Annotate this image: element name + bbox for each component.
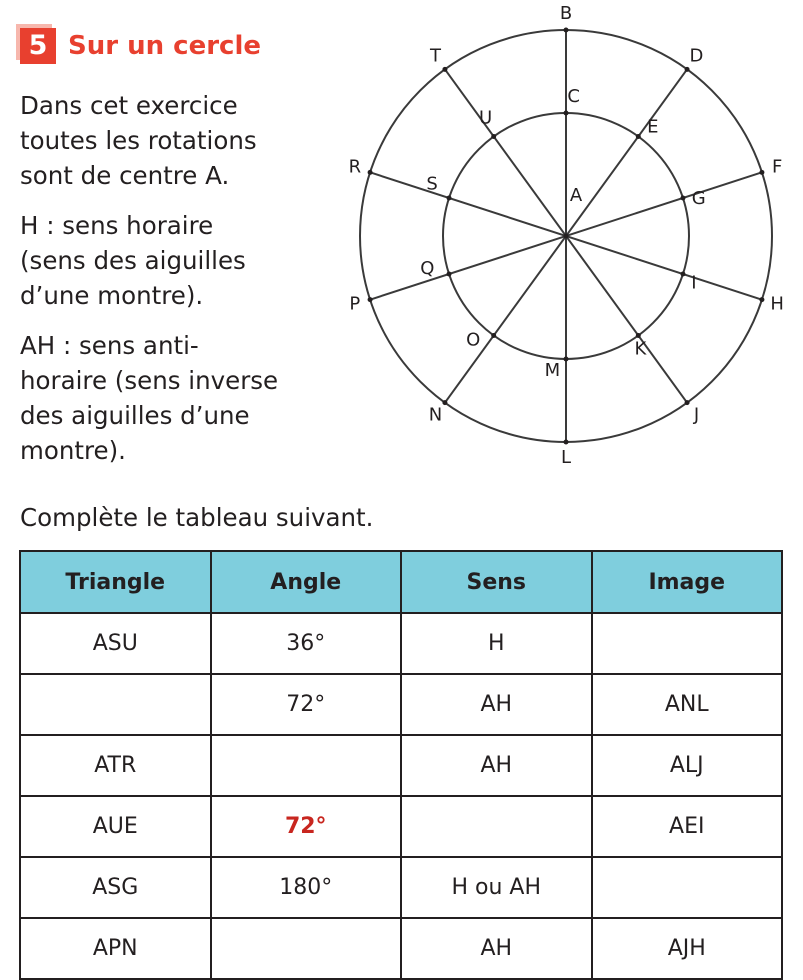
point-dot [368,297,373,302]
point-label: Q [420,258,435,280]
cell-angle-highlighted: 72° [211,796,402,857]
cell-image [592,857,783,918]
cell-angle: 72° [211,674,402,735]
intro-paragraph: Dans cet exercice toutes les rotations sont de centre A. [20,91,257,190]
exercise-header [20,28,261,64]
point-label: J [693,404,700,426]
cell-sens: AH [401,918,592,979]
table-row [20,674,782,735]
point-label: S [426,173,438,195]
point-label: F [771,156,783,178]
point-label: N [428,404,443,426]
point-dot [368,170,373,175]
header-image: Image [592,551,783,613]
point-label: T [430,45,442,67]
point-label: P [349,293,361,315]
point-dot [680,195,685,200]
cell-triangle: AUE [20,796,211,857]
cell-triangle: ASG [20,857,211,918]
point-dot [564,28,569,33]
point-label: L [560,447,572,468]
header-angle: Angle [211,551,402,613]
cell-image: AJH [592,918,783,979]
point-dot [442,67,447,72]
rotation-circle-figure [340,0,800,480]
cell-angle [211,918,402,979]
point-label: O [466,329,481,351]
point-label: R [348,156,362,178]
cell-triangle: APN [20,918,211,979]
cell-angle [211,735,402,796]
point-dot [447,272,452,277]
table-row [20,918,782,979]
point-dot [564,357,569,362]
point-label: E [647,116,659,138]
cell-triangle: ATR [20,735,211,796]
cell-triangle: ASU [20,613,211,674]
header-triangle: Triangle [20,551,211,613]
clockwise-definition: H : sens horaire (sens des aiguilles d’une montre). [20,211,246,310]
cell-image: AEI [592,796,783,857]
instruction-text: Complète le tableau suivant. [20,503,374,532]
point-label: B [559,3,573,24]
cell-sens: H ou AH [401,857,592,918]
rotation-table [19,550,783,980]
exercise-number: 5 [20,28,56,64]
point-dot [636,134,641,139]
point-dot [685,400,690,405]
cell-angle: 180° [211,857,402,918]
cell-sens: AH [401,674,592,735]
point-dot [680,272,685,277]
cell-sens [401,796,592,857]
table-row [20,613,782,674]
center-dot [564,234,569,239]
cell-sens: AH [401,735,592,796]
point-dot [685,67,690,72]
point-label: D [689,45,704,67]
exercise-title: Sur un cercle [68,31,262,61]
cell-image: ANL [592,674,783,735]
point-label: U [479,107,493,129]
table-row [20,735,782,796]
cell-image [592,613,783,674]
point-dot [491,333,496,338]
header-sens: Sens [401,551,592,613]
point-label: H [770,293,784,315]
counterclockwise-definition: AH : sens anti- horaire (sens inverse des aiguilles d’une montre). [20,331,279,465]
table-row [20,857,782,918]
point-label: I [691,272,697,294]
point-dot [442,400,447,405]
cell-angle: 36° [211,613,402,674]
cell-image: ALJ [592,735,783,796]
cell-triangle [20,674,211,735]
point-dot [564,111,569,116]
center-label: A [569,185,583,206]
table-row [20,796,782,857]
cell-sens: H [401,613,592,674]
point-dot [447,195,452,200]
point-label: G [691,187,706,209]
point-label: C [567,85,580,107]
table-header-row [20,551,782,613]
point-dot [636,333,641,338]
point-dot [564,440,569,445]
point-label: K [634,338,647,360]
point-dot [759,297,764,302]
point-dot [491,134,496,139]
point-label: M [544,360,561,382]
point-dot [759,170,764,175]
